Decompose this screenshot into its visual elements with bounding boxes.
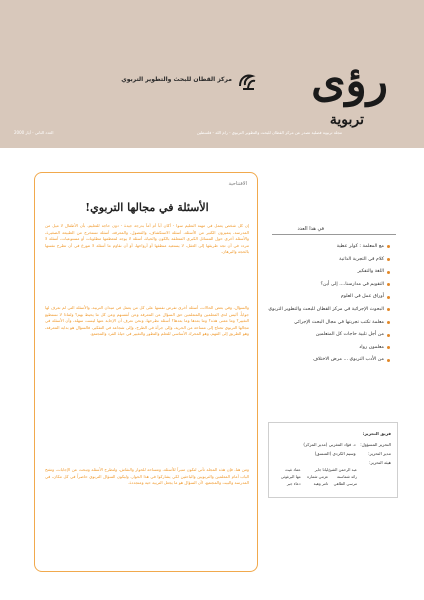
toc-item-label: التقويم في مدارسنا.... إلى أين؟ <box>320 281 384 287</box>
bullet-icon <box>387 334 390 337</box>
toc-item-label: معلمون رواد <box>359 344 384 350</box>
bullet-icon <box>387 346 390 349</box>
toc-item-label: اللغة والتفكير <box>357 269 384 275</box>
board-member: تامر وهبة <box>313 481 329 486</box>
editorial-team-box <box>268 422 398 498</box>
board-member: دعاء جبر <box>286 481 301 486</box>
bullet-icon <box>387 321 390 324</box>
board-member: مها البرغوثي <box>280 474 301 479</box>
bullet-icon <box>387 359 390 362</box>
toc-item-label: من الأدب التربوي ... مرض الاختلاف <box>313 357 384 363</box>
board-member: عماد غيث <box>285 467 301 472</box>
toc-item[interactable] <box>272 320 390 333</box>
toc-item-label: كلام في التجربة الذاتية <box>339 256 384 262</box>
masthead-subtitle: تربوية <box>329 112 364 128</box>
staff-heading: فريق التحرير: <box>362 431 391 436</box>
article-paragraph: إن كل شخص يعمل في مهنة التعليم سوا - أكان أباً أم أماً بدرجة جيدة - دون حاجة للتعليم، بأن الأطفال لا ميل من المدرسة، يتميزون الكثير من الأسئلة، أسئلة الاستكشاف، والفضول، والمعرفة، أسئلة تستخرج من الطبيعة الصغيرة، والأسئلة أخرى حول المسائل الكبرى المتعلقة بالكون والحياة، أسئلة لا يوجد لمعظمها مطلوبات أو مستوعبات، أسئلة لا تتردد في أن تجد طريقها إلى العقل، لا يستعيد منطقها أو أرواحها، أو أن نقاوم ما أسئلة لا تتورع في أن تطرح نفسها بالحجة والبرهان. <box>45 223 249 255</box>
toc-item[interactable] <box>272 282 390 295</box>
center-name: مركز القطان للبحث والتطوير التربوي <box>121 76 232 83</box>
info-strip <box>14 128 410 138</box>
toc-item[interactable] <box>272 244 390 257</box>
toc-item[interactable] <box>272 269 390 282</box>
toc-item-label: من أجل تلبية حاجات كل المتعلمين <box>315 332 384 338</box>
toc-item-label: مع المعلمة : كولر عطية <box>336 244 384 249</box>
toc-item[interactable] <box>272 257 390 270</box>
article-paragraph: ومن هنا، فإن هذه المجلة تأتي لتكون منبراً للأسئلة، ومساحة للحوار والنقاش، ولتطرح الأسئلة وتبحث عن الإجابات، وتفتح الباب أمام المعلمين والتربويين والباحثين لكي يشاركوا في هذا الحوار، وليكون السؤال التربوي حاضراً في كل مكان، في المدرسة والبيت والمجتمع، لأن السؤال هو ما يجعل التربية حية ومتجددة. <box>45 467 249 486</box>
staff-value: وسيم الكردي (المنسق) <box>314 451 356 456</box>
toc-divider <box>272 234 396 235</box>
editorial-article <box>34 172 258 572</box>
board-member: ليانا جابر <box>314 467 329 472</box>
staff-row <box>356 460 391 465</box>
bullet-icon <box>387 245 390 248</box>
toc-item-label: معلمة تكتب تجربتها في مجال البحث الإجرائي <box>294 319 384 325</box>
article-paragraph: والسؤال، وفي بعض الحالات، أسئلة أخرى تفرض نفسها على كل من يعمل في ميدان التربية، والأسئلة التي لم نعرف لها جواباً، أليس لدى المعلمين والمتعلمين حق السؤال عن المعرفة وعن أنفسهم وعن كل ما يحيط بهم؟ ولماذا لا نستطيع التغيير؟ وما معنى هذه؟ وما بعدها وما بعدها؟ أسئلة نطرحها، ونحن نعرف أن الإجابة عنها ليست سهلة، وأن الأسئلة في مجالها التربوي تحتاج إلى مساحة من الحرية، وإلى جرأة في الطرح، وإلى شجاعة في التفكير، فالسؤال هو بداية المعرفة، وهو الطريق إلى الفهم، وهو المحرك الأساسي للتعلم والتطور والتغيير في حياة الفرد والمجتمع. <box>45 305 249 337</box>
board-member: مرسي الطاهي <box>333 481 357 486</box>
masthead-banner <box>0 0 424 148</box>
bullet-icon <box>387 283 390 286</box>
staff-row <box>303 442 391 447</box>
bullet-icon <box>387 296 390 299</box>
bullet-icon <box>387 271 390 274</box>
bullet-icon <box>387 308 390 311</box>
board-member: عزمي شمارة <box>307 474 329 479</box>
toc-item[interactable] <box>272 332 390 345</box>
staff-row <box>315 451 391 456</box>
board-member: عبد الرحمن الشيخ <box>328 467 357 472</box>
staff-value: د. فؤاد المغربي (مدير المركز) <box>303 442 356 447</box>
toc-item-label: أوراق عمل في العلوم <box>340 294 384 300</box>
staff-label: هيئة التحرير: <box>369 460 391 465</box>
editorial-board-list <box>273 467 357 486</box>
issue-number: العدد الثاني - أيار 2000 <box>14 130 54 135</box>
toc-item[interactable] <box>272 357 390 370</box>
table-of-contents <box>268 244 390 370</box>
toc-item-label: البحوث الإجرائية في مركز القطان للبحث والتطوير التربوي <box>268 306 384 312</box>
section-label: الافتتاحية <box>228 181 247 187</box>
bullet-icon <box>387 258 390 261</box>
toc-label: في هذا العدد <box>297 226 324 232</box>
staff-label: التحرير المسؤول: <box>360 442 391 447</box>
publisher-line: مجلة تربوية فصلية تصدر عن مركز القطان للبحث والتطوير التربوي - رام الله - فلسطين <box>196 130 342 135</box>
toc-item[interactable] <box>268 306 390 320</box>
masthead-title: رؤى <box>311 56 388 107</box>
toc-item[interactable] <box>272 294 390 307</box>
toc-item[interactable] <box>272 345 390 358</box>
staff-label: مدير التحرير: <box>368 451 391 456</box>
center-logo-icon <box>236 70 258 92</box>
article-title: الأسئلة في مجالها التربوي! <box>85 201 209 214</box>
board-member: رائد شماسنة <box>336 474 357 479</box>
